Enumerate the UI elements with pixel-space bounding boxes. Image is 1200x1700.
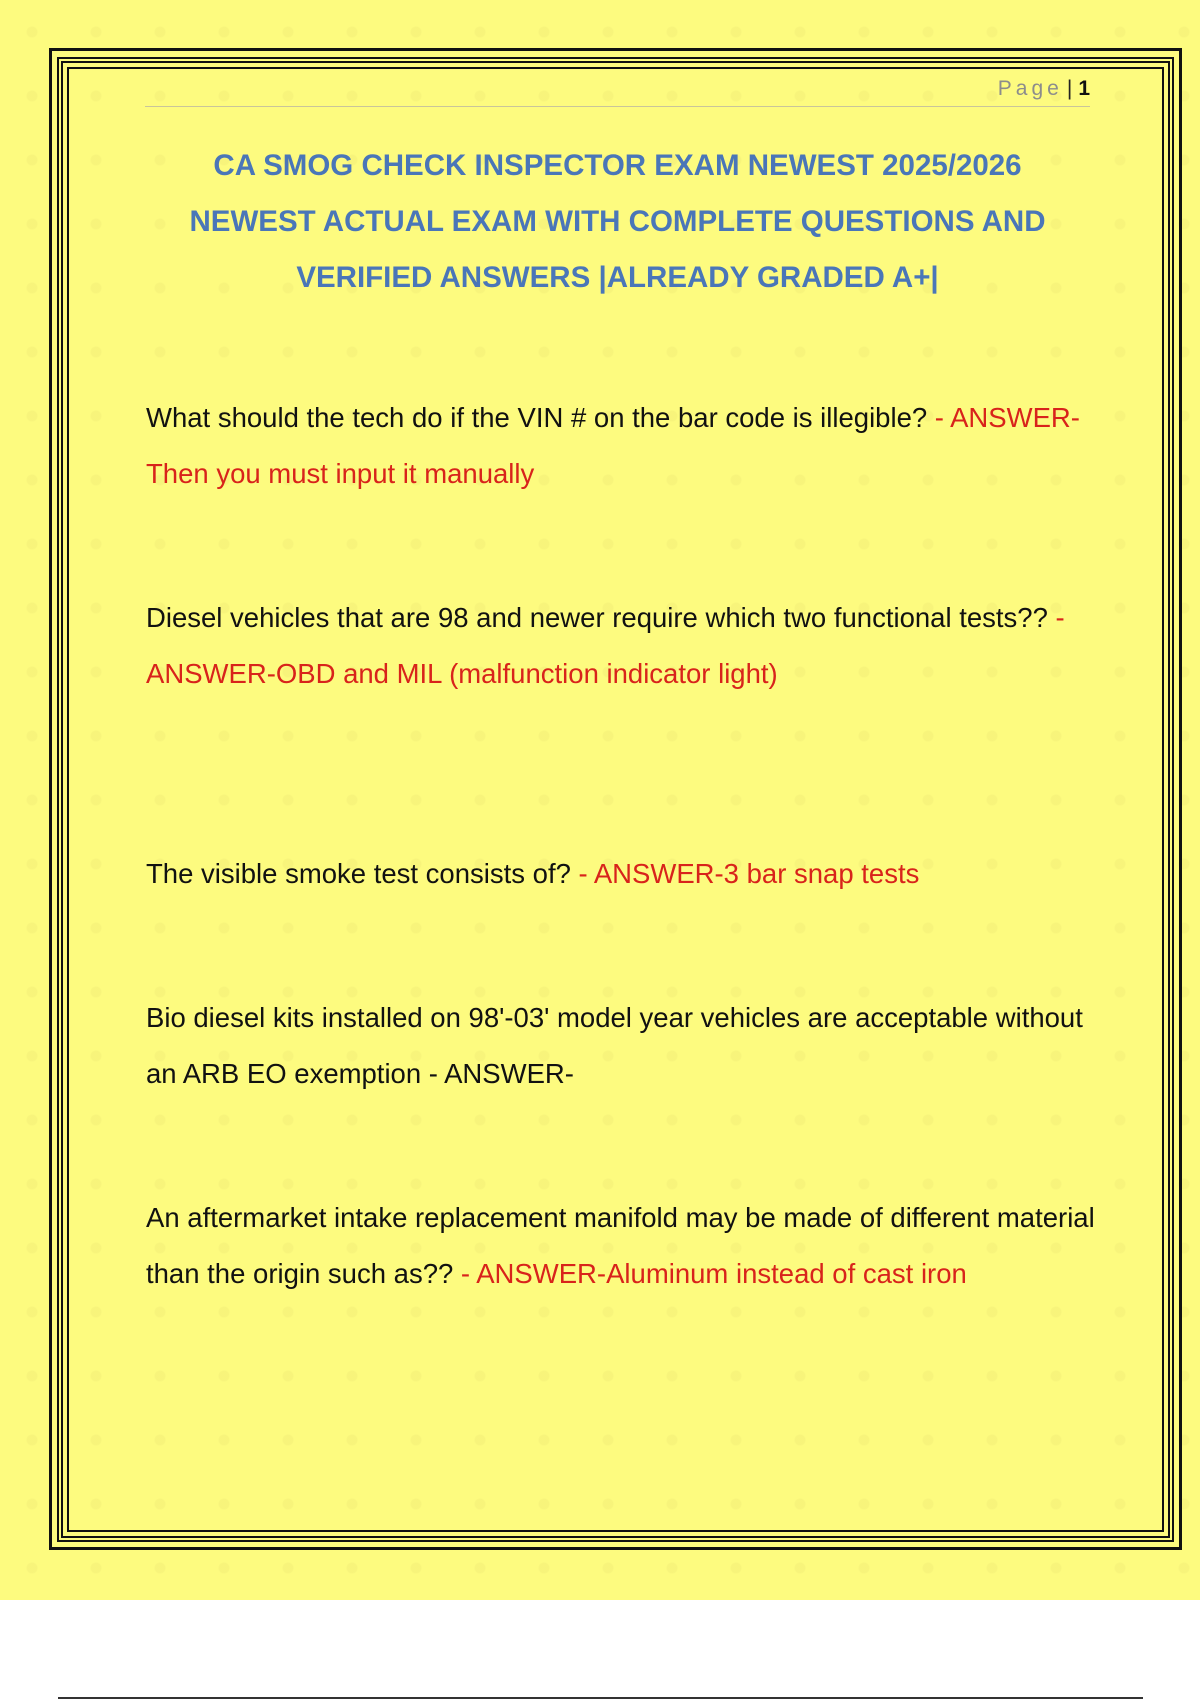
qa-item-5 — [146, 1190, 1096, 1302]
question-text: An aftermarket intake replacement manifold may be made of different material than the origin such as?? — [146, 1202, 1095, 1289]
answer-text: - ANSWER-Then you must input it manually — [146, 402, 1080, 489]
page-number: 1 — [1078, 77, 1090, 100]
qa-item-2 — [146, 590, 1096, 702]
qa-item-1 — [146, 390, 1096, 502]
question-text: What should the tech do if the VIN # on the bar code is illegible? — [146, 402, 928, 433]
qa-item-4 — [146, 990, 1096, 1102]
page-label: Page — [997, 77, 1063, 100]
page-header — [145, 72, 1090, 107]
question-text: Bio diesel kits installed on 98'-03' model year vehicles are acceptable without an ARB EO exemption - ANSWER- — [146, 1002, 1083, 1089]
title-line-1: CA SMOG CHECK INSPECTOR EXAM NEWEST 2025/2026 — [213, 149, 1022, 182]
document-title — [140, 138, 1095, 306]
title-line-2: NEWEST ACTUAL EXAM WITH COMPLETE QUESTIONS AND — [189, 205, 1046, 238]
next-page-rule — [58, 1697, 1143, 1699]
answer-text: - ANSWER-OBD and MIL (malfunction indicator light) — [146, 602, 1065, 689]
question-text: The visible smoke test consists of? — [146, 858, 571, 889]
question-text: Diesel vehicles that are 98 and newer require which two functional tests?? — [146, 602, 1048, 633]
answer-text: - ANSWER-Aluminum instead of cast iron — [453, 1258, 967, 1289]
title-line-3: VERIFIED ANSWERS |ALREADY GRADED A+| — [296, 261, 939, 294]
answer-text: - ANSWER-3 bar snap tests — [570, 858, 920, 889]
qa-item-3 — [146, 846, 1096, 902]
page-separator: | — [1066, 77, 1073, 100]
